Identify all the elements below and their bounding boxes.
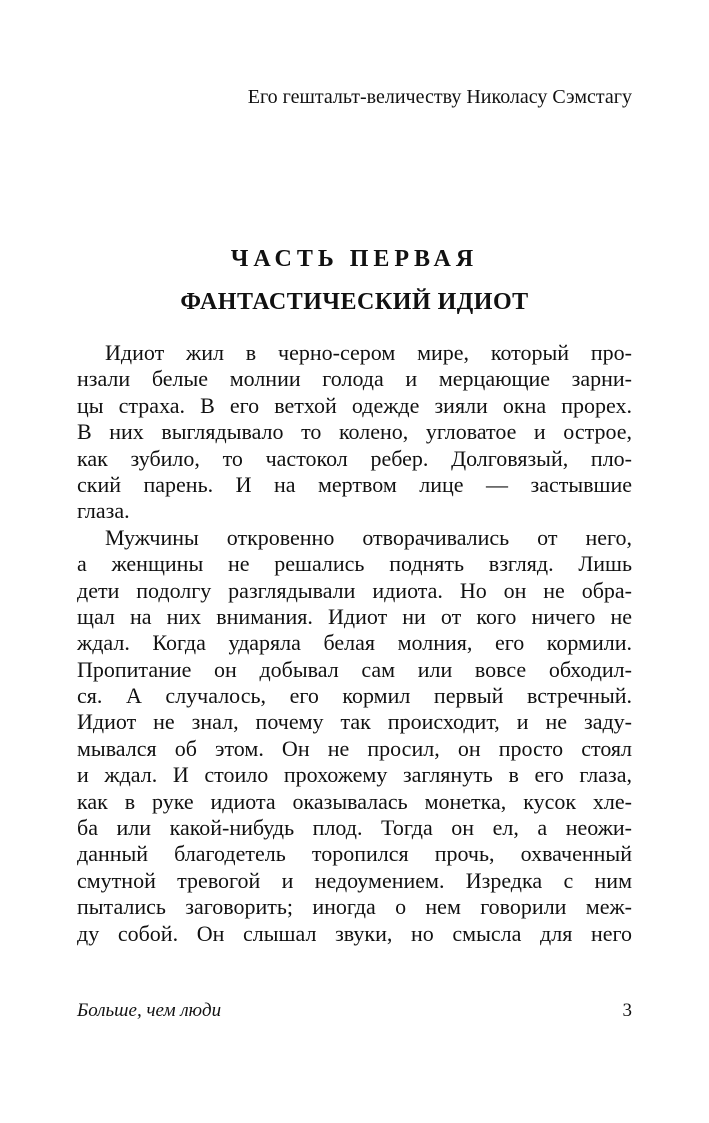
text-line: ба или какой-нибудь плод. Тогда он ел, а неожи-	[77, 815, 632, 841]
part-heading: ЧАСТЬ ПЕРВАЯ	[230, 246, 479, 272]
paragraph	[77, 525, 632, 947]
running-footer-title: Больше, чем люди	[77, 1000, 222, 1021]
text-line: как зубило, то частокол ребер. Долговязый, пло-	[77, 445, 632, 471]
text-line: мывался об этом. Он не просил, он просто стоял	[77, 735, 632, 761]
text-line: нзали белые молнии голода и мерцающие зарни-	[77, 366, 632, 392]
text-line: как в руке идиота оказывалась монетка, кусок хле-	[77, 788, 632, 814]
text-line: пытались заговорить; иногда о нем говорили меж-	[77, 894, 632, 920]
text-line: ду собой. Он слышал звуки, но смысла для него	[77, 920, 632, 946]
text-line: и ждал. И стоило прохожему заглянуть в его глаза,	[77, 762, 632, 788]
text-line: дети подолгу разглядывали идиота. Но он не обра-	[77, 577, 632, 603]
text-line: глаза.	[77, 498, 130, 524]
text-line: Мужчины откровенно отворачивались от него,	[105, 524, 632, 550]
text-line: В них выглядывало то колено, угловатое и острое,	[77, 419, 632, 445]
text-line: данный благодетель торопился прочь, охваченный	[77, 841, 632, 867]
body-text	[77, 340, 632, 947]
text-line: ский парень. И на мертвом лице — застывшие	[77, 471, 632, 497]
paragraph	[77, 340, 632, 525]
text-line: Идиот жил в черно-сером мире, который про-	[105, 340, 632, 365]
chapter-title: ФАНТАСТИЧЕСКИЙ ИДИОТ	[180, 289, 529, 315]
text-line: ждал. Когда ударяла белая молния, его кормили.	[77, 630, 632, 656]
dedication: Его гештальт-величеству Николасу Сэмстагу	[247, 86, 632, 108]
text-line: ся. А случалось, его кормил первый встречный.	[77, 683, 632, 709]
page-number: 3	[622, 1000, 632, 1021]
text-line: цы страха. В его ветхой одежде зияли окна прорех.	[77, 392, 632, 418]
text-line: Пропитание он добывал сам или вовсе обходил-	[77, 656, 632, 682]
text-line: а женщины не решались поднять взгляд. Лишь	[77, 551, 632, 577]
text-line: смутной тревогой и недоумением. Изредка с ним	[77, 867, 632, 893]
text-line: Идиот не знал, почему так происходит, и не заду-	[77, 709, 632, 735]
text-line: щал на них внимания. Идиот ни от кого ничего не	[77, 603, 632, 629]
